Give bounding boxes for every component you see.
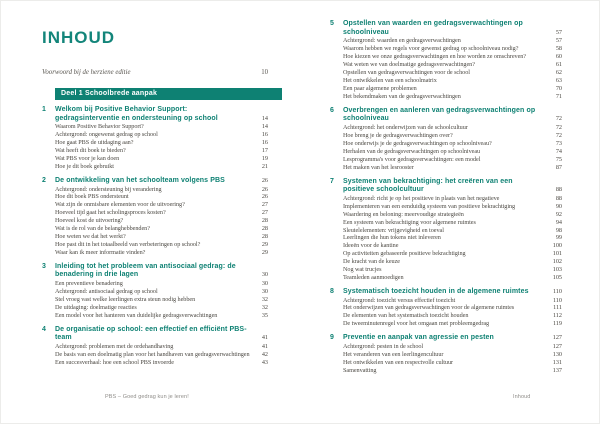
toc-item-page-number: 75 xyxy=(555,155,562,163)
toc-item xyxy=(330,156,562,164)
toc-item-page-number: 14 xyxy=(261,123,268,131)
toc-item-label: Implementeren van een eenduidig systeem van positieve bekrachtiging xyxy=(343,202,516,210)
toc-item xyxy=(42,217,268,225)
chapter-number: 9 xyxy=(330,334,334,342)
toc-item-label: Achtergrond: problemen met de ordehandhaving xyxy=(55,343,174,351)
toc-item xyxy=(330,164,562,172)
chapter-page-number: 72 xyxy=(555,115,562,123)
chapter-title-row xyxy=(42,326,268,343)
toc-chapter xyxy=(42,177,268,257)
toc-item-label: De elementen van het systematisch toezicht houden xyxy=(343,312,469,320)
toc-chapter xyxy=(42,326,268,367)
chapter-title: Overbrengen en aanleren van gedragsverwachtingen op schoolniveau xyxy=(343,106,536,123)
toc-item xyxy=(330,93,562,101)
part-banner-label: Deel 1 Schoolbrede aanpak xyxy=(61,90,158,97)
toc-item xyxy=(42,139,268,147)
toc-item-label: Wat weten we van doelmatige gedragsverwachtingen? xyxy=(343,61,475,69)
toc-item xyxy=(330,250,562,258)
toc-item-page-number: 28 xyxy=(261,232,268,240)
toc-item-page-number: 21 xyxy=(261,162,268,170)
toc-item-page-number: 61 xyxy=(555,61,562,69)
toc-item-page-number: 92 xyxy=(555,210,562,218)
chapter-title-row xyxy=(330,178,562,195)
toc-item-page-number: 43 xyxy=(261,358,268,366)
toc-item-page-number: 27 xyxy=(261,209,268,217)
chapter-page-number: 14 xyxy=(261,114,268,122)
toc-item-label: Ideeën voor de kantine xyxy=(343,242,399,250)
chapter-page-number: 88 xyxy=(555,186,562,194)
footer-section-label: Inhoud xyxy=(513,394,531,400)
toc-item-label: Hoeveel kost de uitvoering? xyxy=(55,217,124,225)
toc-item-page-number: 17 xyxy=(261,147,268,155)
toc-item-label: Achtergrond: waarden en gedragsverwachtingen xyxy=(343,37,461,45)
toc-item-page-number: 58 xyxy=(555,45,562,53)
toc-item-label: Het veranderen van een leerlingencultuur xyxy=(343,350,444,358)
toc-item xyxy=(330,53,562,61)
toc-item xyxy=(330,85,562,93)
toc-item xyxy=(42,201,268,209)
toc-item-page-number: 90 xyxy=(555,202,562,210)
toc-item-label: Opstellen van gedragsverwachtingen voor de school xyxy=(343,69,470,77)
footer-book-title: PBS – Goed gedrag kun je leren! xyxy=(105,394,189,400)
toc-item-page-number: 100 xyxy=(552,242,562,250)
toc-item-label: Wat PBS voor je kan doen xyxy=(55,155,120,163)
toc-chapter xyxy=(330,20,562,101)
toc-item-page-number: 102 xyxy=(552,258,562,266)
toc-left-page xyxy=(42,0,268,367)
toc-item-page-number: 94 xyxy=(555,218,562,226)
toc-item-page-number: 72 xyxy=(555,131,562,139)
toc-item xyxy=(42,280,268,288)
toc-item xyxy=(330,45,562,53)
toc-item-page-number: 30 xyxy=(261,288,268,296)
toc-item-page-number: 60 xyxy=(555,53,562,61)
toc-item-label: Wat is de rol van de belanghebbenden? xyxy=(55,225,150,233)
toc-item-label: Het maken van het lesrooster xyxy=(343,163,414,171)
toc-item xyxy=(330,219,562,227)
toc-item-page-number: 32 xyxy=(261,295,268,303)
toc-item-label: Waar kan ik meer informatie vinden? xyxy=(55,248,146,256)
toc-item xyxy=(42,351,268,359)
toc-item xyxy=(42,131,268,139)
toc-item-page-number: 98 xyxy=(555,226,562,234)
chapter-page-number: 41 xyxy=(261,334,268,342)
frontmatter-label: Voorwoord bij de herziene editie xyxy=(42,69,131,76)
toc-item-page-number: 72 xyxy=(555,124,562,132)
toc-item xyxy=(330,359,562,367)
chapter-title: De ontwikkeling van het schoolteam volgens PBS xyxy=(55,176,225,184)
toc-item-page-number: 28 xyxy=(261,217,268,225)
toc-item xyxy=(42,304,268,312)
chapter-title: Systemen van bekrachtiging: het creëren van een positieve schoolcultuur xyxy=(343,177,513,194)
toc-item xyxy=(330,148,562,156)
toc-item-page-number: 74 xyxy=(555,147,562,155)
chapter-page-number: 57 xyxy=(555,28,562,36)
toc-item-page-number: 27 xyxy=(261,201,268,209)
chapter-title: Opstellen van waarden en gedragsverwachtingen op schoolniveau xyxy=(343,20,523,36)
chapter-number: 2 xyxy=(42,176,46,184)
toc-item xyxy=(42,163,268,171)
toc-item-page-number: 16 xyxy=(261,131,268,139)
frontmatter-page-number: 10 xyxy=(261,69,268,76)
toc-item-label: Stel vroeg vast welke leerlingen extra steun nodig hebben xyxy=(55,295,196,303)
chapter-page-number: 30 xyxy=(261,271,268,279)
toc-item xyxy=(42,186,268,194)
toc-column-right xyxy=(330,20,562,375)
toc-item-label: Achtergrond: ongewenst gedrag op school xyxy=(55,131,158,139)
chapter-page-number: 26 xyxy=(261,176,268,184)
toc-item-label: Hoe gaat PBS de uitdaging aan? xyxy=(55,139,134,147)
toc-item-label: Achtergrond: antisociaal gedrag op school xyxy=(55,288,158,296)
toc-item-page-number: 42 xyxy=(261,350,268,358)
toc-chapter xyxy=(330,334,562,374)
toc-item-label: Het ontwikkelen van een respectvolle cultuur xyxy=(343,358,453,366)
toc-item-page-number: 111 xyxy=(553,304,562,312)
toc-item-page-number: 29 xyxy=(261,248,268,256)
toc-item xyxy=(42,147,268,155)
toc-item-label: Hoe je dit boek gebruikt xyxy=(55,162,114,170)
toc-item xyxy=(330,132,562,140)
toc-item-page-number: 137 xyxy=(552,366,562,374)
toc-item xyxy=(330,320,562,328)
toc-item-label: Hoeveel tijd gaat het scholingsproces kosten? xyxy=(55,209,166,217)
toc-item-label: Hoe kiezen we onze gedragsverwachtingen en hoe worden ze omschreven? xyxy=(343,53,526,61)
chapter-title-row xyxy=(330,107,562,124)
toc-item-label: Een systeem van bekrachtiging voor algemene ruimtes xyxy=(343,218,476,226)
chapter-number: 5 xyxy=(330,20,334,27)
toc-item-label: Sleutelelementen: vrijgevigheid en toeval xyxy=(343,226,444,234)
toc-item-page-number: 105 xyxy=(552,273,562,281)
toc-item-page-number: 62 xyxy=(555,69,562,77)
toc-item xyxy=(42,249,268,257)
toc-item xyxy=(330,297,562,305)
toc-item-label: Leerlingen die hun tokens niet inleveren xyxy=(343,234,441,242)
toc-item-label: Waardering en beloning: meervoudige strategieën xyxy=(343,210,464,218)
toc-item xyxy=(42,123,268,131)
toc-item-page-number: 41 xyxy=(261,343,268,351)
chapter-number: 4 xyxy=(42,325,46,333)
toc-item xyxy=(330,140,562,148)
chapter-number: 7 xyxy=(330,177,334,185)
toc-item xyxy=(42,312,268,320)
chapter-number: 8 xyxy=(330,287,334,295)
toc-item-label: Hoe onderwijs je de gedragsverwachtingen op schoolniveau? xyxy=(343,139,492,147)
toc-item xyxy=(330,77,562,85)
toc-item xyxy=(42,296,268,304)
chapter-title-row xyxy=(42,177,268,186)
toc-item-page-number: 26 xyxy=(261,185,268,193)
toc-item-page-number: 99 xyxy=(555,234,562,242)
chapter-title: Inleiding tot het probleem van antisociaal gedrag: de benadering in drie lagen xyxy=(55,262,236,279)
toc-item-label: Achtergrond: toezicht versus effectief toezicht xyxy=(343,296,456,304)
toc-item-label: Achtergrond: ondersteuning bij verandering xyxy=(55,185,162,193)
toc-item xyxy=(330,227,562,235)
toc-item-page-number: 101 xyxy=(552,250,562,258)
toc-item xyxy=(330,211,562,219)
toc-item-label: Een paar algemene problemen xyxy=(343,84,417,92)
toc-item-label: Achtergrond: het onderwijzen van de schoolcultuur xyxy=(343,124,468,132)
toc-item-label: Achtergrond: richt je op het positieve in plaats van het negatieve xyxy=(343,194,500,202)
chapter-number: 1 xyxy=(42,106,46,113)
toc-item-label: Waarom Positive Behavior Support? xyxy=(55,123,144,131)
frontmatter-entry xyxy=(42,69,268,76)
toc-item xyxy=(330,195,562,203)
page-title: INHOUD xyxy=(42,28,116,47)
toc-item-page-number: 57 xyxy=(555,37,562,45)
toc-item-label: Teamleden aanmoedigen xyxy=(343,273,404,281)
toc-item xyxy=(42,343,268,351)
chapter-title-row xyxy=(330,20,562,37)
toc-item-label: Wat heeft dit boek te bieden? xyxy=(55,147,126,155)
toc-item-page-number: 73 xyxy=(555,139,562,147)
toc-right-page xyxy=(330,0,562,375)
chapter-page-number: 110 xyxy=(552,287,562,295)
toc-item xyxy=(330,258,562,266)
toc-item xyxy=(330,69,562,77)
toc-item-label: De tweeminutenregel voor het omgaan met probleemgedrag xyxy=(343,320,490,328)
chapter-number: 6 xyxy=(330,106,334,114)
toc-chapter xyxy=(330,288,562,328)
toc-item-label: Nog wat trucjes xyxy=(343,266,382,274)
toc-item-page-number: 63 xyxy=(555,76,562,84)
toc-item-label: Een model voor het hanteren van duidelijke gedragsverwachtingen xyxy=(55,311,218,319)
toc-chapter xyxy=(42,263,268,320)
toc-item xyxy=(42,209,268,217)
toc-chapter xyxy=(330,178,562,282)
toc-item-page-number: 30 xyxy=(261,280,268,288)
toc-item-label: Het bekendmaken van de gedragsverwachtingen xyxy=(343,92,461,100)
toc-item-page-number: 28 xyxy=(261,225,268,233)
chapter-page-number: 127 xyxy=(552,334,562,342)
chapter-title-row xyxy=(42,106,268,123)
toc-item xyxy=(330,367,562,375)
toc-item-page-number: 131 xyxy=(552,358,562,366)
toc-item xyxy=(42,288,268,296)
toc-item xyxy=(330,61,562,69)
toc-item-label: Hoe weten we dat het werkt? xyxy=(55,232,126,240)
toc-item-page-number: 87 xyxy=(555,163,562,171)
part-banner xyxy=(55,88,282,100)
toc-item-page-number: 112 xyxy=(552,312,562,320)
toc-item-label: Hoe dit boek PBS ondersteunt xyxy=(55,193,129,201)
toc-item-label: De basis van een doelmatig plan voor het handhaven van gedragsverwachtingen xyxy=(55,350,250,358)
toc-item xyxy=(330,312,562,320)
toc-item xyxy=(330,351,562,359)
toc-item xyxy=(42,233,268,241)
toc-item-page-number: 119 xyxy=(552,320,562,328)
chapter-title-row xyxy=(330,334,562,343)
toc-column-left xyxy=(42,106,268,367)
toc-item-label: Waarom hebben we regels voor gewenst gedrag op schoolniveau nodig? xyxy=(343,45,519,53)
chapter-title: Welkom bij Positive Behavior Support: gedragsinterventie en ondersteuning op school xyxy=(55,106,218,122)
toc-item-label: Achtergrond: pesten in de school xyxy=(343,342,424,350)
toc-item-page-number: 32 xyxy=(261,303,268,311)
toc-item-page-number: 29 xyxy=(261,240,268,248)
toc-item xyxy=(330,242,562,250)
toc-item-label: Het onderwijzen van gedragsverwachtingen voor de algemene ruimtes xyxy=(343,304,515,312)
chapter-title: De organisatie op school: een effectief en efficiënt PBS-team xyxy=(55,325,247,342)
toc-item-page-number: 103 xyxy=(552,266,562,274)
toc-item xyxy=(330,203,562,211)
toc-item-label: Wat zijn de onmisbare elementen voor de uitvoering? xyxy=(55,201,185,209)
toc-item-page-number: 26 xyxy=(261,193,268,201)
toc-item-page-number: 88 xyxy=(555,194,562,202)
toc-item-page-number: 110 xyxy=(552,296,562,304)
toc-item-label: Lesprogramma's voor gedragsverwachtingen: een model xyxy=(343,155,481,163)
chapter-number: 3 xyxy=(42,262,46,270)
chapter-title: Systematisch toezicht houden in de algemene ruimtes xyxy=(343,287,529,295)
toc-item xyxy=(330,304,562,312)
toc-item-label: Het ontwikkelen van een schoolmatrix xyxy=(343,76,437,84)
toc-item xyxy=(42,225,268,233)
toc-item xyxy=(330,37,562,45)
toc-item-label: De kracht van de keuze xyxy=(343,258,400,266)
toc-item-page-number: 71 xyxy=(555,92,562,100)
toc-item xyxy=(330,266,562,274)
toc-item-page-number: 127 xyxy=(552,342,562,350)
toc-item xyxy=(42,359,268,367)
toc-item xyxy=(42,155,268,163)
toc-item-page-number: 130 xyxy=(552,350,562,358)
toc-item-page-number: 70 xyxy=(555,84,562,92)
toc-item xyxy=(42,193,268,201)
toc-item xyxy=(330,234,562,242)
toc-item-page-number: 35 xyxy=(261,311,268,319)
toc-chapter xyxy=(42,106,268,171)
toc-item xyxy=(330,124,562,132)
toc-item-label: Herhalen van de gedragsverwachtingen op schoolniveau xyxy=(343,147,481,155)
toc-item xyxy=(42,241,268,249)
toc-item-label: Op activiteiten gebaseerde positieve bekrachtiging xyxy=(343,250,466,258)
toc-item-label: Een succesverhaal: hoe een school PBS invoerde xyxy=(55,358,175,366)
chapter-title-row xyxy=(42,263,268,280)
toc-item-label: De uitdaging: doelmatige reacties xyxy=(55,303,137,311)
toc-item-label: Hoe past dit in het totaalbeeld van verbeteringen op school? xyxy=(55,240,201,248)
toc-item-label: Samenvatting xyxy=(343,366,377,374)
toc-chapter xyxy=(330,107,562,172)
toc-item-label: Hoe breng je de gedragsverwachtingen over? xyxy=(343,131,453,139)
toc-item-page-number: 19 xyxy=(261,155,268,163)
chapter-title-row xyxy=(330,288,562,297)
toc-item-label: Een preventieve benadering xyxy=(55,280,123,288)
chapter-title: Preventie en aanpak van agressie en pesten xyxy=(343,334,494,342)
toc-item-page-number: 16 xyxy=(261,139,268,147)
toc-item xyxy=(330,274,562,282)
toc-item xyxy=(330,343,562,351)
